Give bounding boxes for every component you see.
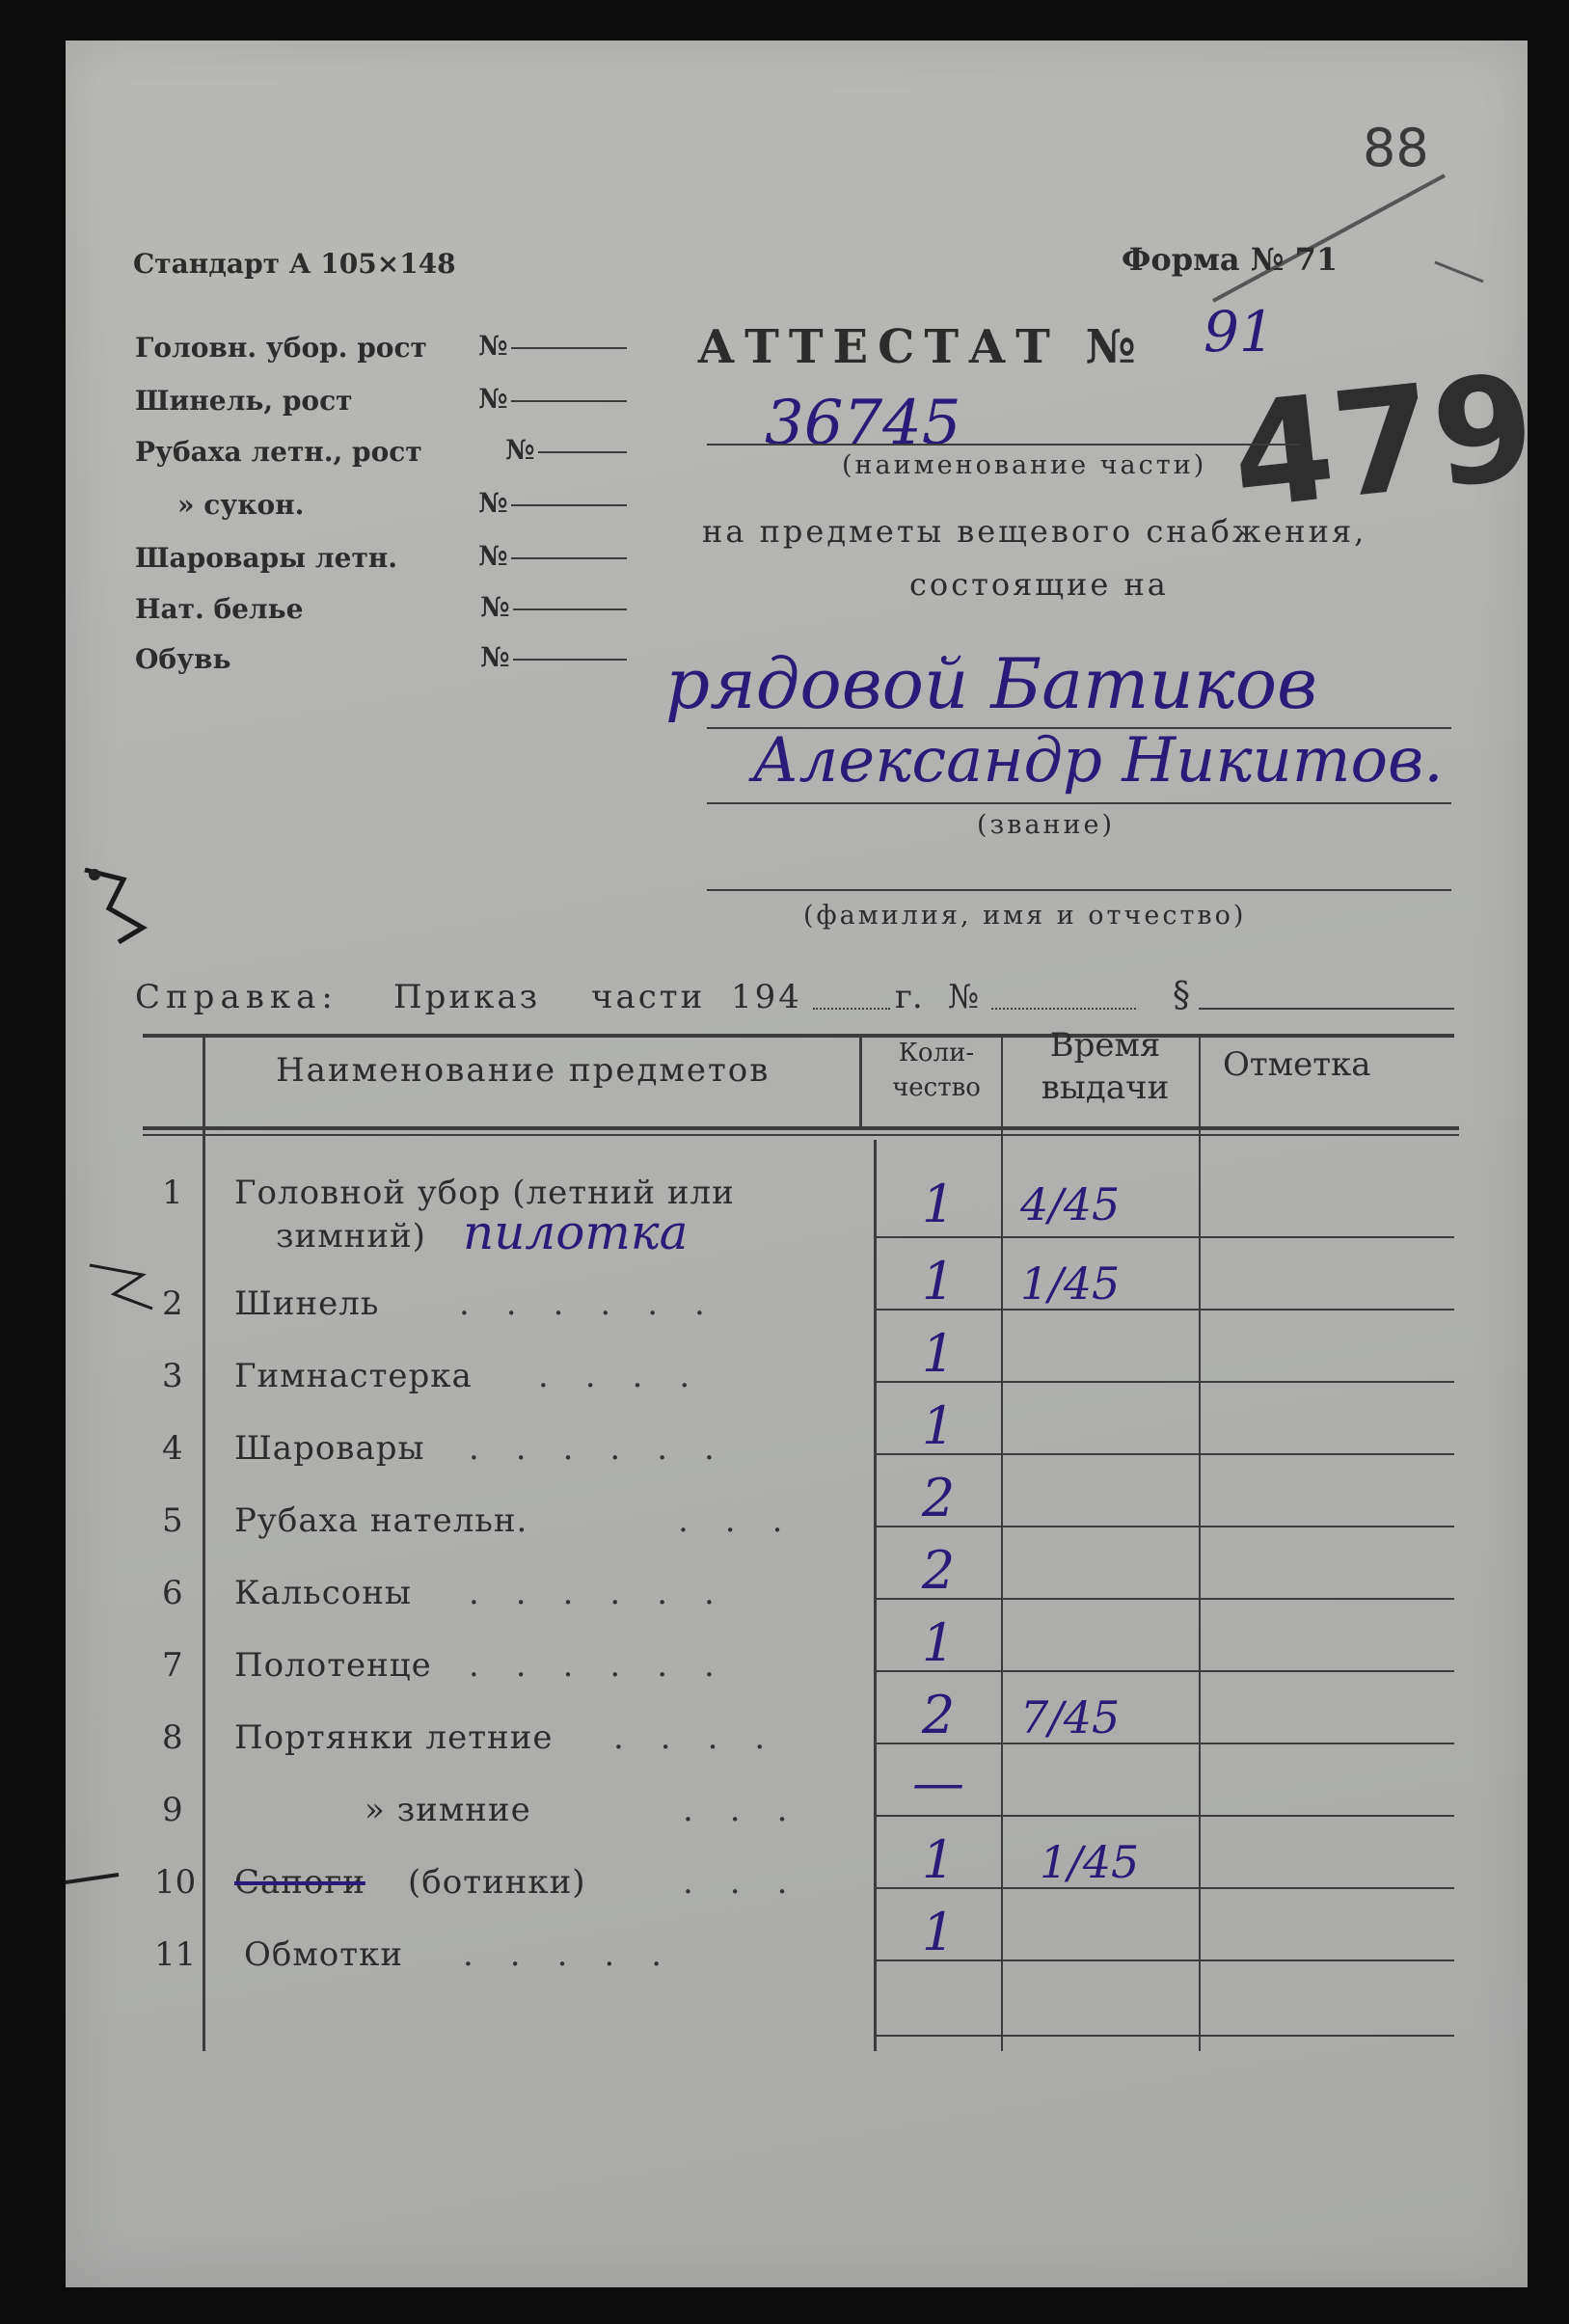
col-sep-num (203, 1034, 205, 2051)
row-number: 4 (162, 1429, 183, 1468)
row-number: 8 (162, 1718, 183, 1757)
size-mark: № (478, 487, 508, 519)
size-label: » сукон. (177, 489, 305, 521)
size-mark: № (478, 540, 508, 572)
row-number: 1 (162, 1174, 183, 1212)
paper-tear-mark (66, 1863, 143, 1902)
table-header-bottom2 (143, 1134, 1459, 1136)
row-qty: 1 (921, 1251, 956, 1311)
size-line (511, 347, 627, 349)
attestat-line2: состоящие на (909, 566, 1169, 603)
row-qty: 1 (921, 1323, 956, 1384)
row-qty: 2 (921, 1540, 956, 1601)
header-qty: Коли- чество (892, 1039, 981, 1102)
year-dots (813, 1008, 890, 1010)
col-sep-qty (1001, 1034, 1003, 2051)
unit-caption: (наименование части) (842, 450, 1207, 480)
spravka-g: г. (895, 978, 923, 1016)
size-label: Нат. белье (135, 593, 304, 625)
spravka-year: 194 (731, 978, 802, 1016)
leader-dots: ...... (469, 1646, 751, 1685)
row-name: Кальсоны (234, 1574, 412, 1612)
row-time: 7/45 (1020, 1691, 1121, 1743)
size-mark: № (478, 330, 508, 362)
unit-line (707, 444, 1300, 446)
row-name: Портянки летние (234, 1718, 554, 1757)
page-number: 88 (1363, 118, 1429, 178)
row-name-cont: зимний) (276, 1217, 426, 1256)
document-page (66, 41, 1543, 2287)
leader-dots: ...... (459, 1284, 742, 1323)
size-label: Головн. убор. рост (135, 332, 427, 364)
fio-line (707, 889, 1451, 891)
spravka-text2: части (591, 978, 706, 1016)
form-number: Форма № 71 (1122, 241, 1339, 278)
row-qty: 1 (921, 1902, 956, 1962)
unit-number: 36745 (765, 388, 961, 459)
size-mark: № (505, 434, 535, 466)
row-number: 11 (154, 1935, 197, 1974)
spravka-label: Справка: (135, 978, 338, 1016)
spravka-text1: Приказ (393, 978, 541, 1016)
row-line (876, 1236, 1454, 1238)
leader-dots: .... (538, 1357, 727, 1395)
leader-dots: ... (683, 1863, 825, 1902)
size-line (511, 557, 627, 559)
row-name: Полотенце (234, 1646, 432, 1685)
row-number: 10 (154, 1863, 197, 1902)
attestat-line1: на предметы вещевого снабжения, (702, 513, 1367, 550)
leader-dots: ...... (469, 1574, 751, 1612)
paper-tear-mark (85, 1256, 181, 1313)
row-number: 9 (162, 1791, 183, 1829)
row-qty: 2 (921, 1468, 956, 1528)
row-name: (ботинки) (408, 1863, 586, 1902)
header-time: Время выдачи (1041, 1026, 1170, 1107)
size-label: Шаровары летн. (135, 542, 398, 574)
row-line (876, 2035, 1454, 2037)
attestat-title: АТТЕСТАТ № (697, 320, 1146, 374)
row-name: Обмотки (244, 1935, 403, 1974)
col-sep-name (859, 1034, 862, 1130)
fio-caption: (фамилия, имя и отчество) (803, 901, 1247, 931)
row-qty: 2 (921, 1685, 956, 1745)
row-name: Шаровары (234, 1429, 425, 1468)
row-qty: 1 (921, 1612, 956, 1673)
name-line (707, 802, 1451, 804)
leader-dots: ... (683, 1791, 825, 1829)
row-number: 3 (162, 1357, 183, 1395)
row-qty: 1 (921, 1829, 956, 1890)
size-mark: № (480, 641, 510, 673)
row-time: 1/45 (1040, 1836, 1140, 1888)
pencil-number: 479 (1224, 343, 1543, 542)
size-label: Рубаха летн., рост (135, 436, 422, 468)
row-number: 5 (162, 1501, 183, 1540)
standard-label: Стандарт А 105×148 (133, 248, 456, 280)
col-sep-name-body (874, 1140, 877, 2051)
size-label: Шинель, рост (135, 385, 353, 417)
row-name: Шинель (234, 1284, 380, 1323)
header-name: Наименование предметов (276, 1051, 771, 1090)
row-time: 4/45 (1020, 1178, 1121, 1230)
size-mark: № (480, 591, 510, 623)
full-name: Александр Никитов. (752, 725, 1444, 797)
table-top-line (143, 1034, 1454, 1038)
size-mark: № (478, 383, 508, 415)
leader-dots: ... (678, 1501, 820, 1540)
pencil-slash-mark (1204, 156, 1493, 311)
row-number: 6 (162, 1574, 183, 1612)
leader-dots: ...... (469, 1429, 751, 1468)
size-line (513, 608, 627, 610)
row-qty: — (912, 1752, 964, 1813)
row-time: 1/45 (1020, 1257, 1121, 1310)
row-name: Гимнастерка (234, 1357, 473, 1395)
spravka-para: § (1173, 976, 1190, 1015)
row-number: 2 (162, 1284, 183, 1323)
size-line (511, 504, 627, 506)
header-note: Отметка (1223, 1045, 1371, 1084)
row-line (876, 1815, 1454, 1817)
row-qty: 1 (921, 1174, 956, 1234)
row-name: » зимние (365, 1791, 531, 1829)
row-hand-note: пилотка (463, 1204, 689, 1260)
row-number: 7 (162, 1646, 183, 1685)
paper-tear-mark (66, 812, 181, 966)
col-sep-time (1199, 1034, 1201, 2051)
row-name: Головной убор (летний или (234, 1174, 735, 1212)
row-name: Рубаха нательн. (234, 1501, 528, 1540)
size-line (513, 659, 627, 661)
size-line (538, 451, 627, 453)
table-header-bottom (143, 1126, 1459, 1130)
size-line (511, 400, 627, 402)
row-qty: 1 (921, 1395, 956, 1456)
size-label: Обувь (135, 643, 231, 675)
para-line (1199, 1008, 1454, 1010)
attestat-number: 91 (1204, 299, 1275, 365)
spravka-num: № (948, 978, 980, 1016)
rank-name: рядовой Батиков (665, 643, 1317, 724)
row-name-struck: Сапоги (234, 1863, 365, 1902)
rank-caption: (звание) (977, 810, 1116, 840)
leader-dots: .... (613, 1718, 802, 1757)
leader-dots: ..... (463, 1935, 699, 1974)
num-dots (991, 1008, 1136, 1010)
